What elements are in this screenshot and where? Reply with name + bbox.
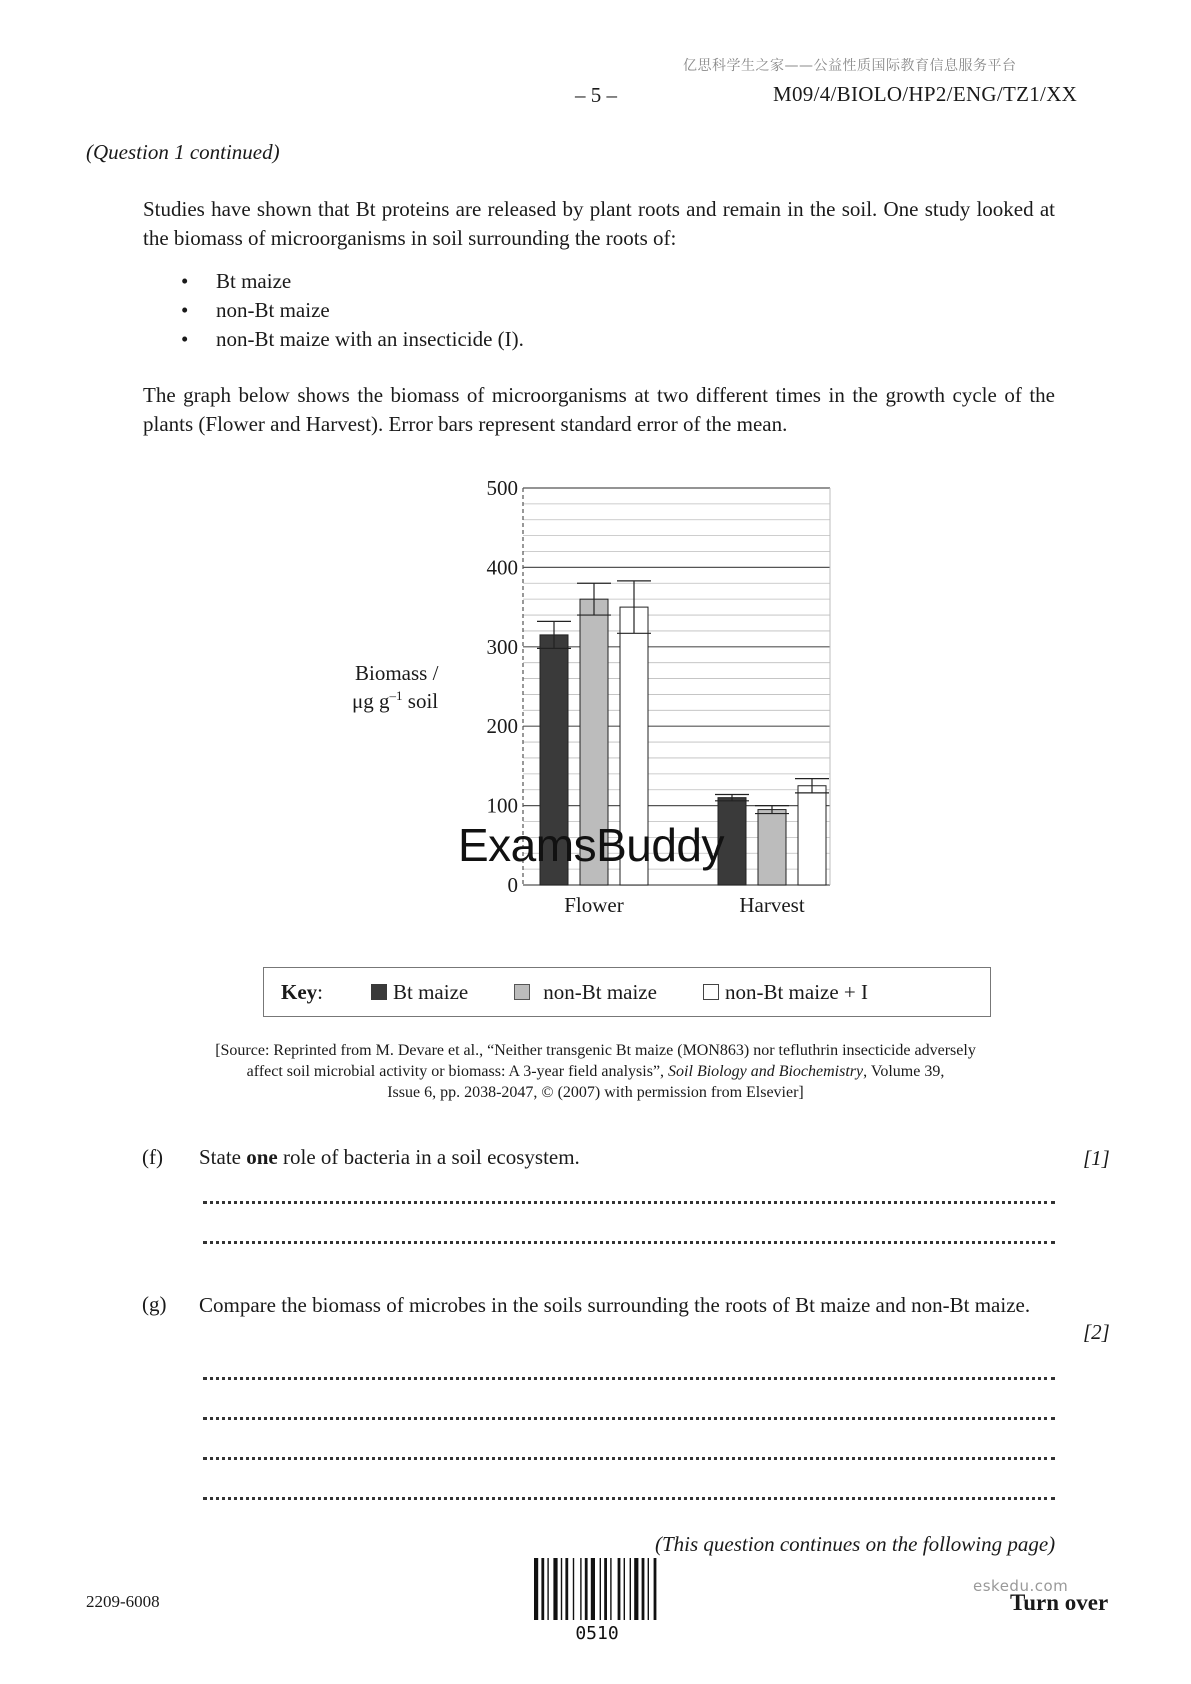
barcode-bar — [630, 1558, 631, 1620]
source-line: [Source: Reprinted from M. Devare et al., “Neither transgenic Bt maize (MON863) nor tefluthrin insecticide adversely — [215, 1042, 976, 1059]
key-item-label: non-Bt maize — [543, 979, 657, 1004]
page-number: – 5 – — [575, 83, 617, 107]
x-category-label: Harvest — [739, 893, 805, 917]
question-f-marks: [1] — [1083, 1146, 1110, 1170]
y-tick-label: 400 — [486, 555, 518, 580]
eskedu-watermark: eskedu.com — [973, 1577, 1069, 1595]
answer-line-g1[interactable] — [203, 1377, 1055, 1380]
key-item-label: Bt maize — [393, 979, 469, 1004]
journal-title: Soil Biology and Biochemistry — [668, 1063, 864, 1080]
barcode-bar — [634, 1558, 638, 1620]
y-axis-label-line1: Biomass / — [355, 661, 439, 685]
turn-over-label: Turn over — [1010, 1590, 1109, 1615]
intro-paragraph-1: Studies have shown that Bt proteins are released by plant roots and remain in the soil. One study looked at the biomass of microorganisms in soil surrounding the roots of: — [143, 197, 1055, 250]
answer-line-g4[interactable] — [203, 1497, 1055, 1500]
y-tick-label: 500 — [486, 476, 518, 500]
barcode-bar — [618, 1558, 621, 1620]
barcode-bar — [585, 1558, 588, 1620]
list-item: • non-Bt maize — [181, 296, 524, 325]
bar — [798, 786, 826, 885]
exam-code: 2209-6008 — [86, 1592, 160, 1611]
black-square-icon — [371, 984, 387, 1000]
barcode-bar — [565, 1558, 568, 1620]
y-tick-label: 200 — [486, 714, 518, 739]
key-item-bt — [371, 980, 468, 1005]
site-watermark-text: 亿思科学生之家——公益性质国际教育信息服务平台 — [683, 58, 1017, 74]
key-item-non-bt — [514, 980, 657, 1005]
y-axis-unit: μg g — [352, 689, 390, 713]
question-g-label: (g) — [142, 1292, 167, 1316]
barcode-number: 0510 — [575, 1623, 619, 1642]
barcode-bar — [648, 1558, 649, 1620]
question-f-label: (f) — [142, 1145, 163, 1169]
y-tick-label: 0 — [507, 873, 518, 897]
list-item: • Bt maize — [181, 267, 524, 296]
barcode-bar — [561, 1558, 562, 1620]
source-line: Issue 6, pp. 2038-2047, © (2007) with permission from Elsevier] — [387, 1084, 804, 1101]
answer-line-f1[interactable] — [203, 1201, 1055, 1204]
barcode-bar — [610, 1558, 611, 1620]
barcode-bar — [573, 1558, 574, 1620]
source-line — [150, 1061, 1041, 1082]
barcode-icon — [532, 1558, 662, 1642]
examsbuddy-watermark: ExamsBuddy — [458, 819, 725, 871]
barcode-bar — [604, 1558, 607, 1620]
key-colon: : — [317, 979, 323, 1004]
barcode-bar — [591, 1558, 595, 1620]
bar — [758, 810, 786, 885]
barcode-bar — [600, 1558, 601, 1620]
key-label: Key — [281, 979, 318, 1004]
question-f-text — [199, 1145, 580, 1170]
question-text: role of bacteria in a soil ecosystem. — [277, 1145, 580, 1169]
question-emphasis: one — [246, 1145, 278, 1169]
answer-line-f2[interactable] — [203, 1241, 1055, 1244]
barcode-bar — [534, 1558, 538, 1620]
list-item: • non-Bt maize with an insecticide (I). — [181, 325, 524, 354]
source-text: affect soil microbial activity or biomass: A 3-year field analysis”, — [246, 1063, 669, 1080]
chart-key — [263, 967, 991, 1017]
study-conditions-list — [181, 267, 524, 354]
question-text: State — [199, 1145, 247, 1169]
key-item-label: non-Bt maize + I — [724, 979, 869, 1004]
x-category-label: Flower — [564, 893, 624, 917]
barcode-bar — [547, 1558, 548, 1620]
answer-line-g3[interactable] — [203, 1457, 1055, 1460]
question-g-marks: [2] — [1083, 1320, 1110, 1344]
y-axis-unit-exponent: –1 — [389, 688, 403, 703]
question-g-text: Compare the biomass of microbes in the soils surrounding the roots of Bt maize and non-Bt maize. — [199, 1293, 1031, 1317]
continues-on-next-page: (This question continues on the following page) — [655, 1532, 1056, 1556]
source-text: , Volume 39, — [863, 1063, 945, 1080]
barcode-bar — [541, 1558, 544, 1620]
barcode-bar — [642, 1558, 645, 1620]
barcode-bar — [580, 1558, 581, 1620]
y-axis-unit-tail: soil — [402, 689, 439, 713]
barcode-bar — [624, 1558, 625, 1620]
key-item-non-bt-i — [703, 980, 868, 1005]
paper-code: M09/4/BIOLO/HP2/ENG/TZ1/XX — [773, 82, 1078, 106]
y-axis-label-line2 — [352, 688, 438, 713]
y-tick-label: 100 — [486, 793, 518, 818]
barcode-bar — [654, 1558, 657, 1620]
grey-square-icon — [514, 984, 530, 1000]
answer-line-g2[interactable] — [203, 1417, 1055, 1420]
intro-paragraph-2: The graph below shows the biomass of microorganisms at two different times in the growth cycle of the plants (Flower and Harvest). Error bars represent standard error of the mean. — [143, 383, 1055, 436]
barcode-bar — [553, 1558, 557, 1620]
question-continued-label: (Question 1 continued) — [86, 140, 280, 164]
source-citation — [150, 1040, 1041, 1103]
y-tick-label: 300 — [486, 634, 518, 659]
white-square-icon — [703, 984, 719, 1000]
